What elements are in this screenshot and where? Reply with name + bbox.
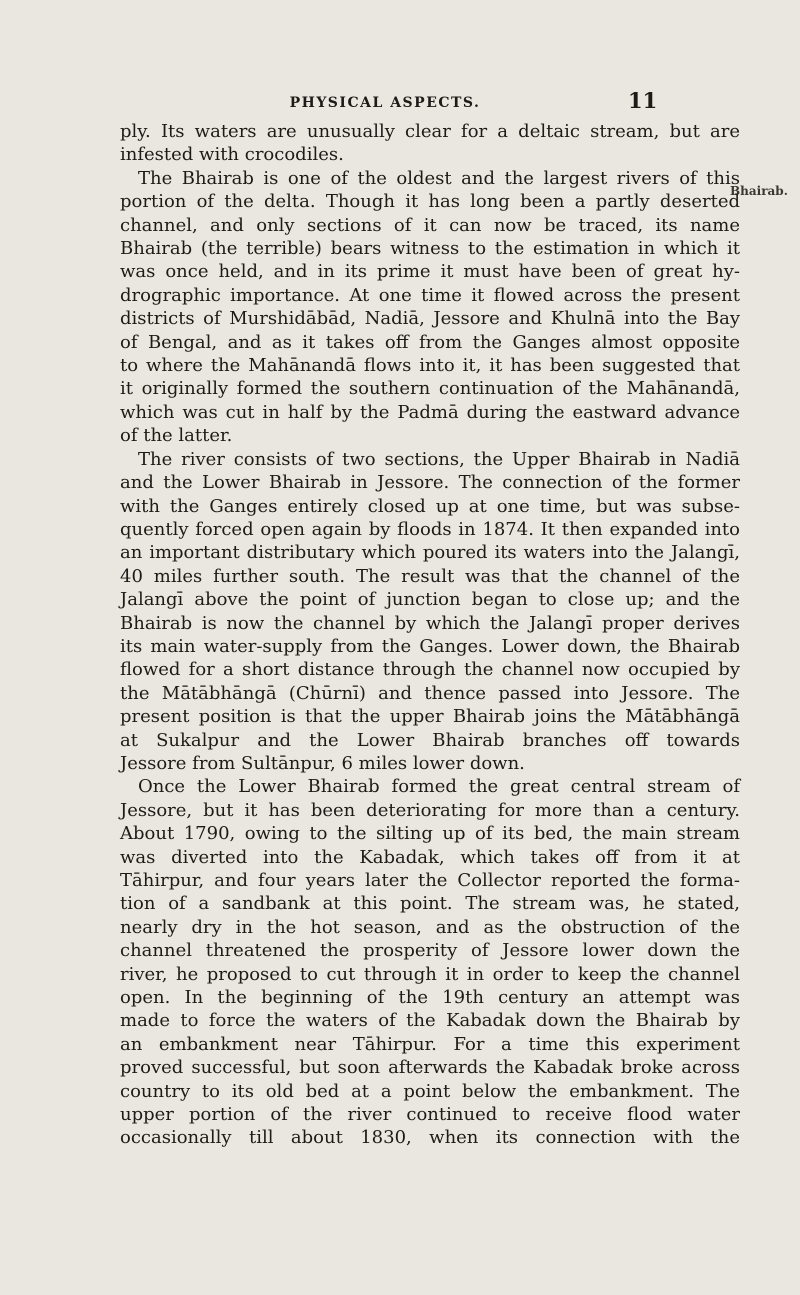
text-line: was once held, and in its prime it must have been of great hy- bbox=[120, 261, 740, 283]
text-line: Bhairab is now the channel by which the Jalangī proper derives bbox=[120, 612, 740, 634]
text-line: the Mātābhāngā (Chūrnī) and thence passed into Jessore. The bbox=[120, 682, 740, 704]
text-line: at Sukalpur and the Lower Bhairab branches off towards bbox=[120, 729, 740, 751]
text-line: Tāhirpur, and four years later the Collector reported the forma- bbox=[120, 870, 740, 891]
text-line: nearly dry in the hot season, and as the obstruction of the bbox=[120, 916, 740, 938]
text-line: was diverted into the Kabadak, which takes off from it at bbox=[120, 846, 740, 868]
text-line: river, he proposed to cut through it in order to keep the channel bbox=[120, 963, 740, 985]
text-line: of Bengal, and as it takes off from the Ganges almost opposite bbox=[120, 331, 740, 353]
text-line: channel, and only sections of it can now be traced, its name bbox=[120, 214, 740, 236]
text-line: which was cut in half by the Padmā during the eastward advance bbox=[120, 401, 740, 423]
text-line: Jalangī above the point of junction began to close up; and the bbox=[120, 589, 740, 611]
text-line: present position is that the upper Bhairab joins the Mātābhāngā bbox=[120, 706, 740, 728]
text-line: it originally formed the southern continuation of the Mahānandā, bbox=[120, 378, 740, 400]
text-line: to where the Mahānandā flows into it, it has been suggested that bbox=[120, 355, 740, 377]
text-line: ply. Its waters are unusually clear for a deltaic stream, but are bbox=[120, 121, 740, 142]
running-head: PHYSICAL ASPECTS. bbox=[289, 95, 481, 111]
text-line: 40 miles further south. The result was that the channel of the bbox=[120, 565, 740, 587]
body-text bbox=[120, 120, 740, 1150]
text-line: its main water-supply from the Ganges. Lower down, the Bhairab bbox=[120, 635, 740, 657]
text-line: Jessore from Sultānpur, 6 miles lower down. bbox=[120, 752, 525, 774]
text-line: The Bhairab is one of the oldest and the largest rivers of this bbox=[138, 167, 740, 189]
text-line: with the Ganges entirely closed up at one time, but was subse- bbox=[120, 495, 740, 517]
text-line: country to its old bed at a point below the embankment. The bbox=[120, 1080, 740, 1102]
text-line: occasionally till about 1830, when its connection with the bbox=[120, 1127, 740, 1149]
text-line: Jessore, but it has been deteriorating for more than a century. bbox=[120, 799, 740, 821]
text-line: and the Lower Bhairab in Jessore. The connection of the former bbox=[120, 472, 740, 494]
text-line: open. In the beginning of the 19th century an attempt was bbox=[120, 987, 740, 1009]
text-line: Bhairab (the terrible) bears witness to the estimation in which it bbox=[120, 238, 740, 260]
text-line: drographic importance. At one time it flowed across the present bbox=[120, 284, 740, 306]
text-line: Once the Lower Bhairab formed the great central stream of bbox=[138, 776, 740, 798]
text-line: an important distributary which poured its waters into the Jalangī, bbox=[120, 542, 740, 564]
marginal-note: Bhairab. bbox=[730, 184, 788, 198]
text-line: infested with crocodiles. bbox=[120, 144, 344, 166]
text-line: of the latter. bbox=[120, 425, 233, 447]
page-number: 11 bbox=[628, 88, 658, 113]
text-line: an embankment near Tāhirpur. For a time this experiment bbox=[120, 1033, 740, 1055]
text-line: tion of a sandbank at this point. The stream was, he stated, bbox=[120, 893, 740, 915]
text-line: portion of the delta. Though it has long been a partly deserted bbox=[120, 191, 740, 213]
text-line: flowed for a short distance through the channel now occupied by bbox=[120, 659, 740, 681]
text-line: made to force the waters of the Kabadak down the Bhairab by bbox=[120, 1010, 740, 1032]
text-line: channel threatened the prosperity of Jessore lower down the bbox=[120, 940, 740, 962]
text-line: districts of Murshidābād, Nadiā, Jessore and Khulnā into the Bay bbox=[120, 308, 740, 330]
text-line: The river consists of two sections, the Upper Bhairab in Nadiā bbox=[138, 448, 740, 470]
text-line: proved successful, but soon afterwards the Kabadak broke across bbox=[120, 1057, 740, 1079]
text-line: quently forced open again by floods in 1874. It then expanded into bbox=[120, 518, 740, 540]
text-line: upper portion of the river continued to receive flood water bbox=[120, 1104, 740, 1126]
text-line: About 1790, owing to the silting up of its bed, the main stream bbox=[120, 823, 740, 845]
